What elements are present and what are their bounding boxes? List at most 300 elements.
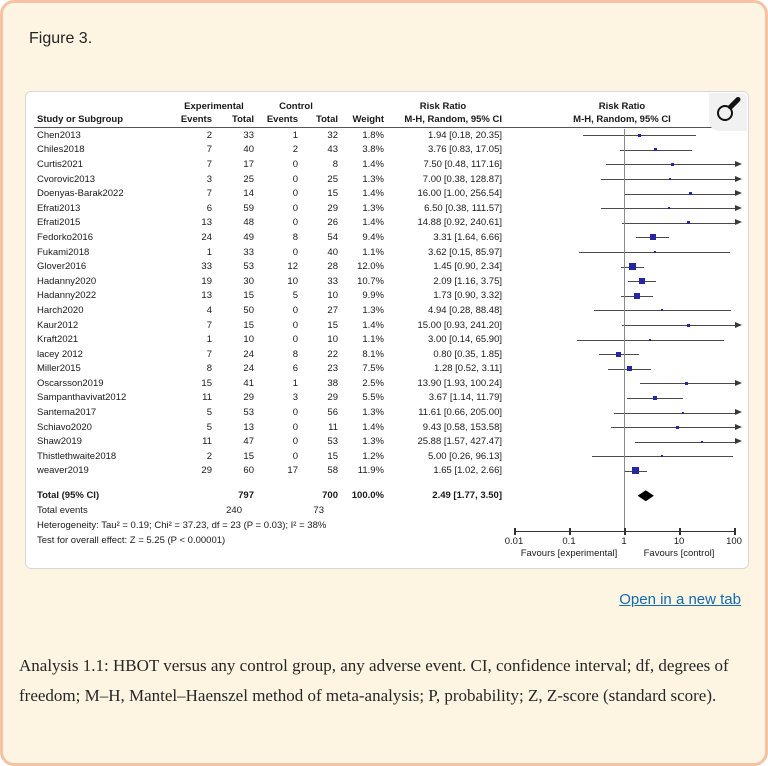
ctrl-total: 26 bbox=[327, 217, 338, 229]
rr-ci-text: 3.00 [0.14, 65.90] bbox=[428, 334, 502, 346]
exp-total: 30 bbox=[243, 275, 254, 287]
study-name: Kraft2021 bbox=[37, 334, 79, 346]
effect-square bbox=[661, 309, 663, 311]
ctrl-total: 32 bbox=[327, 129, 338, 141]
exp-total: 59 bbox=[243, 202, 254, 214]
exp-events: 33 bbox=[201, 261, 212, 273]
weight: 1.2% bbox=[362, 450, 384, 462]
study-name: Schiavo2020 bbox=[37, 421, 92, 433]
total-plot-cell bbox=[502, 488, 742, 503]
study-name: Shaw2019 bbox=[37, 436, 82, 448]
ci-plot-cell bbox=[502, 318, 742, 333]
forest-rows bbox=[34, 128, 742, 548]
ci-plot-cell bbox=[502, 376, 742, 391]
ctrl-events: 1 bbox=[292, 377, 298, 389]
x-axis-tick bbox=[624, 528, 626, 535]
ci-plot-cell bbox=[502, 362, 742, 377]
weight: 1.3% bbox=[362, 304, 384, 316]
effect-square bbox=[668, 207, 670, 209]
exp-total: 29 bbox=[243, 392, 254, 404]
exp-total: 17 bbox=[243, 158, 254, 170]
ctrl-events: 3 bbox=[292, 392, 298, 404]
rr-ci-text: 1.73 [0.90, 3.32] bbox=[433, 290, 502, 302]
ctrl-total: 27 bbox=[327, 304, 338, 316]
rr-ci-text: 3.31 [1.64, 6.66] bbox=[433, 231, 502, 243]
experimental-group-header: Experimental bbox=[184, 100, 244, 112]
x-axis-tick bbox=[569, 528, 571, 535]
effect-square bbox=[671, 163, 674, 166]
ctrl-total: 54 bbox=[327, 231, 338, 243]
open-new-tab-link[interactable]: Open in a new tab bbox=[619, 591, 741, 608]
exp-events: 5 bbox=[206, 407, 212, 419]
total-weight: 100.0% bbox=[351, 490, 384, 502]
ctrl-total: 23 bbox=[327, 363, 338, 375]
weight: 3.8% bbox=[362, 144, 384, 156]
weight: 11.9% bbox=[357, 465, 384, 477]
exp-events: 15 bbox=[201, 377, 212, 389]
study-name: weaver2019 bbox=[37, 465, 89, 477]
col-mh-ci: M-H, Random, 95% CI bbox=[404, 114, 502, 125]
effect-square bbox=[654, 251, 656, 253]
forest-row bbox=[34, 464, 742, 479]
ci-arrow-right bbox=[735, 190, 742, 196]
effect-square bbox=[627, 366, 632, 371]
weight: 5.5% bbox=[362, 392, 384, 404]
total-ctrl-total: 700 bbox=[322, 490, 338, 502]
exp-total: 41 bbox=[243, 377, 254, 389]
exp-total: 33 bbox=[243, 129, 254, 141]
forest-row bbox=[34, 332, 742, 347]
ctrl-events: 10 bbox=[287, 275, 298, 287]
forest-row bbox=[34, 362, 742, 377]
study-name: Hadanny2020 bbox=[37, 275, 97, 287]
x-axis-tick-label: 0.01 bbox=[504, 535, 524, 547]
rr-ci-text: 4.94 [0.28, 88.48] bbox=[428, 304, 502, 316]
weight: 1.1% bbox=[362, 334, 384, 346]
study-name: Kaur2012 bbox=[37, 319, 79, 331]
total-row bbox=[34, 488, 742, 503]
spacer-row bbox=[34, 478, 742, 488]
study-name: Efrati2013 bbox=[37, 202, 81, 214]
ci-plot-cell bbox=[502, 186, 742, 201]
forest-plot bbox=[34, 100, 742, 558]
magnifier-icon bbox=[713, 96, 743, 126]
rr-ci-text: 7.00 [0.38, 128.87] bbox=[422, 173, 502, 185]
exp-total: 15 bbox=[243, 450, 254, 462]
weight: 1.4% bbox=[362, 188, 384, 200]
weight: 10.7% bbox=[357, 275, 384, 287]
ci-plot-cell bbox=[502, 201, 742, 216]
weight: 1.3% bbox=[362, 173, 384, 185]
weight: 2.5% bbox=[362, 377, 384, 389]
forest-row bbox=[34, 172, 742, 187]
rr-ci-text: 13.90 [1.93, 100.24] bbox=[417, 377, 502, 389]
ci-plot-cell bbox=[502, 347, 742, 362]
rr-ci-text: 14.88 [0.92, 240.61] bbox=[417, 217, 502, 229]
weight: 7.5% bbox=[362, 363, 384, 375]
weight: 1.4% bbox=[362, 217, 384, 229]
heterogeneity-text: Heterogeneity: Tau² = 0.19; Chi² = 37.23, df = 23 (P = 0.03); I² = 38% bbox=[37, 520, 327, 532]
rr-ci-text: 2.09 [1.16, 3.75] bbox=[433, 275, 502, 287]
risk-ratio-plot-header: Risk Ratio bbox=[598, 100, 646, 112]
effect-square bbox=[632, 467, 639, 474]
ci-plot-cell bbox=[502, 245, 742, 260]
effect-square bbox=[685, 382, 688, 385]
weight: 1.3% bbox=[362, 436, 384, 448]
forest-header-columns bbox=[34, 112, 742, 128]
study-name: Miller2015 bbox=[37, 363, 81, 375]
ctrl-total: 22 bbox=[327, 348, 338, 360]
ci-arrow-right bbox=[735, 424, 742, 430]
col-exp-total: Total bbox=[232, 114, 254, 125]
ctrl-total: 56 bbox=[327, 407, 338, 419]
ctrl-events: 12 bbox=[287, 261, 298, 273]
rr-ci-text: 6.50 [0.38, 111.57] bbox=[424, 202, 502, 214]
ctrl-total: 11 bbox=[328, 421, 338, 433]
ci-arrow-right bbox=[735, 380, 742, 386]
ctrl-events: 17 bbox=[287, 465, 298, 477]
effect-square bbox=[687, 324, 690, 327]
forest-row bbox=[34, 274, 742, 289]
forest-row bbox=[34, 318, 742, 333]
exp-total: 48 bbox=[243, 217, 254, 229]
rr-ci-text: 9.43 [0.58, 153.58] bbox=[422, 421, 502, 433]
forest-row bbox=[34, 303, 742, 318]
ci-plot-cell bbox=[502, 259, 742, 274]
weight: 1.4% bbox=[362, 319, 384, 331]
exp-events: 29 bbox=[201, 465, 212, 477]
weight: 1.4% bbox=[362, 158, 384, 170]
weight: 12.0% bbox=[357, 261, 384, 273]
exp-events: 19 bbox=[201, 275, 212, 287]
effect-square bbox=[638, 134, 641, 137]
study-name: Glover2016 bbox=[37, 261, 87, 273]
ci-arrow-right bbox=[735, 219, 742, 225]
rr-ci-text: 3.76 [0.83, 17.05] bbox=[428, 144, 502, 156]
ci-arrow-right bbox=[735, 176, 742, 182]
effect-square bbox=[669, 178, 671, 180]
exp-total: 10 bbox=[243, 334, 254, 346]
ctrl-events: 0 bbox=[292, 436, 298, 448]
forest-row bbox=[34, 201, 742, 216]
exp-events: 1 bbox=[206, 246, 212, 258]
col-exp-events: Events bbox=[180, 114, 212, 125]
study-name: Harch2020 bbox=[37, 304, 84, 316]
ctrl-total: 15 bbox=[327, 188, 338, 200]
weight: 1.3% bbox=[362, 407, 384, 419]
forest-row bbox=[34, 420, 742, 435]
forest-row bbox=[34, 157, 742, 172]
ci-line bbox=[622, 223, 735, 224]
favours-experimental-label: Favours [experimental] bbox=[520, 547, 618, 559]
ctrl-events: 5 bbox=[292, 290, 298, 302]
total-rr-ci-text: 2.49 [1.77, 3.50] bbox=[432, 490, 502, 502]
link-row bbox=[619, 591, 741, 609]
exp-total: 15 bbox=[243, 319, 254, 331]
ci-plot-cell bbox=[502, 464, 742, 479]
forest-row bbox=[34, 391, 742, 406]
forest-row bbox=[34, 449, 742, 464]
ctrl-total: 10 bbox=[327, 290, 338, 302]
rr-ci-text: 15.00 [0.93, 241.20] bbox=[417, 319, 502, 331]
favours-control-label: Favours [control] bbox=[643, 547, 715, 559]
forest-row bbox=[34, 434, 742, 449]
rr-ci-text: 16.00 [1.00, 256.54] bbox=[417, 188, 502, 200]
ctrl-events: 0 bbox=[292, 450, 298, 462]
ctrl-events: 0 bbox=[292, 202, 298, 214]
effect-square bbox=[676, 426, 679, 429]
ctrl-total: 15 bbox=[327, 450, 338, 462]
ci-line bbox=[611, 427, 735, 428]
study-name: Fedorko2016 bbox=[37, 231, 93, 243]
exp-total: 40 bbox=[243, 144, 254, 156]
ctrl-events: 8 bbox=[292, 231, 298, 243]
ci-plot-cell bbox=[502, 274, 742, 289]
forest-row bbox=[34, 376, 742, 391]
study-name: Chen2013 bbox=[37, 129, 81, 141]
ctrl-events: 0 bbox=[292, 158, 298, 170]
col-mh-ci-plot: M-H, Random, 95% CI bbox=[573, 114, 671, 125]
weight: 8.1% bbox=[362, 348, 384, 360]
exp-total: 53 bbox=[243, 261, 254, 273]
exp-events: 8 bbox=[206, 363, 212, 375]
ci-arrow-right bbox=[735, 322, 742, 328]
ci-plot-cell bbox=[502, 289, 742, 304]
ci-arrow-right bbox=[735, 161, 742, 167]
ctrl-total: 33 bbox=[327, 275, 338, 287]
total-events-row bbox=[34, 503, 742, 518]
ci-line bbox=[622, 325, 735, 326]
figure-title: Figure 3. bbox=[29, 30, 93, 47]
exp-total: 60 bbox=[243, 465, 254, 477]
col-weight: Weight bbox=[352, 114, 384, 125]
exp-total: 53 bbox=[243, 407, 254, 419]
rr-ci-text: 1.45 [0.90, 2.34] bbox=[433, 261, 502, 273]
study-name: Chiles2018 bbox=[37, 144, 85, 156]
exp-events: 5 bbox=[206, 421, 212, 433]
ctrl-events: 0 bbox=[292, 217, 298, 229]
exp-total: 24 bbox=[243, 348, 254, 360]
ci-plot-cell bbox=[502, 128, 742, 143]
ci-plot-cell bbox=[502, 230, 742, 245]
effect-square bbox=[629, 263, 636, 270]
exp-total: 33 bbox=[243, 246, 254, 258]
weight: 1.1% bbox=[362, 246, 384, 258]
exp-events: 24 bbox=[201, 231, 212, 243]
study-name: Fukami2018 bbox=[37, 246, 90, 258]
ci-line bbox=[614, 413, 735, 414]
rr-ci-text: 1.28 [0.52, 3.11] bbox=[434, 363, 502, 375]
overall-effect-row bbox=[34, 533, 742, 548]
exp-total: 47 bbox=[243, 436, 254, 448]
control-group-header: Control bbox=[279, 100, 313, 112]
exp-events: 3 bbox=[206, 173, 212, 185]
x-axis-tick bbox=[679, 528, 681, 535]
effect-square bbox=[616, 352, 621, 357]
study-name: Cvorovic2013 bbox=[37, 173, 96, 185]
exp-events: 7 bbox=[206, 348, 212, 360]
ctrl-total: 43 bbox=[327, 144, 338, 156]
ci-arrow-right bbox=[735, 205, 742, 211]
effect-square bbox=[654, 148, 657, 151]
forest-row bbox=[34, 347, 742, 362]
effect-square bbox=[687, 221, 690, 224]
rr-ci-text: 7.50 [0.48, 117.16] bbox=[423, 158, 502, 170]
ci-plot-cell bbox=[502, 405, 742, 420]
rr-ci-text: 25.88 [1.57, 427.47] bbox=[417, 436, 502, 448]
forest-row bbox=[34, 216, 742, 231]
rr-ci-text: 1.94 [0.18, 20.35] bbox=[428, 129, 502, 141]
study-name: Doenyas-Barak2022 bbox=[37, 188, 124, 200]
ci-plot-cell bbox=[502, 449, 742, 464]
effect-square bbox=[634, 293, 640, 299]
ctrl-events: 0 bbox=[292, 319, 298, 331]
weight: 9.4% bbox=[362, 231, 384, 243]
weight: 9.9% bbox=[362, 290, 384, 302]
forest-row bbox=[34, 245, 742, 260]
ci-plot-cell bbox=[502, 303, 742, 318]
forest-row bbox=[34, 143, 742, 158]
effect-square bbox=[650, 234, 656, 240]
total-exp-total: 797 bbox=[238, 490, 254, 502]
total-events-ctrl: 73 bbox=[313, 505, 324, 517]
ctrl-events: 0 bbox=[292, 407, 298, 419]
exp-events: 11 bbox=[202, 392, 212, 404]
x-axis-tick-label: 1 bbox=[621, 535, 627, 547]
rr-ci-text: 1.65 [1.02, 2.66] bbox=[433, 465, 502, 477]
effect-square bbox=[649, 339, 651, 341]
x-axis-tick-label: 100 bbox=[726, 535, 742, 547]
study-name: Hadanny2022 bbox=[37, 290, 97, 302]
study-name: lacey 2012 bbox=[37, 348, 83, 360]
col-ctrl-events: Events bbox=[266, 114, 298, 125]
exp-events: 13 bbox=[201, 290, 212, 302]
col-study: Study or Subgroup bbox=[37, 114, 124, 125]
ctrl-total: 38 bbox=[327, 377, 338, 389]
ctrl-events: 0 bbox=[292, 334, 298, 346]
forest-row bbox=[34, 186, 742, 201]
exp-events: 7 bbox=[206, 158, 212, 170]
forest-row bbox=[34, 230, 742, 245]
x-axis-tick bbox=[734, 528, 736, 535]
exp-total: 50 bbox=[243, 304, 254, 316]
rr-ci-text: 5.00 [0.26, 96.13] bbox=[428, 450, 502, 462]
exp-total: 14 bbox=[243, 188, 254, 200]
exp-events: 1 bbox=[206, 334, 212, 346]
x-axis-tick-label: 10 bbox=[673, 535, 685, 547]
total-events-label: Total events bbox=[37, 505, 88, 517]
ci-plot-cell bbox=[502, 143, 742, 158]
ctrl-total: 58 bbox=[327, 465, 338, 477]
ctrl-total: 10 bbox=[327, 334, 338, 346]
forest-row bbox=[34, 259, 742, 274]
rr-ci-text: 11.61 [0.66, 205.00] bbox=[418, 407, 502, 419]
exp-total: 13 bbox=[243, 421, 254, 433]
ctrl-events: 6 bbox=[292, 363, 298, 375]
forest-row bbox=[34, 128, 742, 143]
rr-ci-text: 0.80 [0.35, 1.85] bbox=[433, 348, 502, 360]
col-ctrl-total: Total bbox=[316, 114, 338, 125]
effect-square bbox=[653, 396, 657, 400]
x-axis-tick-label: 0.1 bbox=[562, 535, 576, 547]
forest-row bbox=[34, 289, 742, 304]
effect-square bbox=[682, 412, 684, 414]
ctrl-total: 29 bbox=[327, 392, 338, 404]
ctrl-events: 0 bbox=[292, 173, 298, 185]
ctrl-events: 2 bbox=[292, 144, 298, 156]
exp-total: 24 bbox=[243, 363, 254, 375]
exp-total: 25 bbox=[243, 173, 254, 185]
weight: 1.3% bbox=[362, 202, 384, 214]
effect-square bbox=[661, 455, 663, 457]
ctrl-total: 25 bbox=[327, 173, 338, 185]
ctrl-total: 8 bbox=[332, 158, 338, 170]
x-axis-tick bbox=[514, 528, 516, 535]
exp-events: 6 bbox=[206, 202, 212, 214]
exp-events: 11 bbox=[202, 436, 212, 448]
weight: 1.8% bbox=[362, 129, 384, 141]
exp-events: 4 bbox=[206, 304, 212, 316]
figure-caption: Analysis 1.1: HBOT versus any control group, any adverse event. CI, confidence interval; df, degrees of freedom; M–H, Mantel–Haenszel method of meta-analysis; P, probability; Z, Z-score (standard score). bbox=[19, 656, 729, 705]
ci-arrow-right bbox=[735, 438, 742, 444]
effect-square bbox=[639, 278, 645, 284]
forest-row bbox=[34, 405, 742, 420]
ci-plot-cell bbox=[502, 157, 742, 172]
rr-ci-text: 3.67 [1.14, 11.79] bbox=[428, 392, 502, 404]
summary-diamond bbox=[638, 490, 654, 501]
forest-plot-panel bbox=[25, 91, 749, 569]
ctrl-events: 8 bbox=[292, 348, 298, 360]
forest-header-groups bbox=[34, 100, 742, 112]
null-line bbox=[624, 129, 625, 531]
ctrl-events: 0 bbox=[292, 246, 298, 258]
ctrl-total: 53 bbox=[327, 436, 338, 448]
risk-ratio-header: Risk Ratio bbox=[419, 100, 467, 112]
study-name: Efrati2015 bbox=[37, 217, 81, 229]
ctrl-events: 0 bbox=[292, 304, 298, 316]
exp-events: 2 bbox=[206, 129, 212, 141]
ci-plot-cell bbox=[502, 391, 742, 406]
ctrl-total: 28 bbox=[327, 261, 338, 273]
ci-plot-cell bbox=[502, 172, 742, 187]
effect-square bbox=[701, 441, 703, 443]
weight: 1.4% bbox=[362, 421, 384, 433]
ci-plot-cell bbox=[502, 434, 742, 449]
study-name: Santema2017 bbox=[37, 407, 97, 419]
study-name: Sampanthavivat2012 bbox=[37, 392, 127, 404]
ci-arrow-right bbox=[735, 409, 742, 415]
study-name: Curtis2021 bbox=[37, 158, 83, 170]
effect-square bbox=[689, 192, 692, 195]
ci-line bbox=[601, 179, 735, 180]
exp-events: 2 bbox=[206, 450, 212, 462]
ci-plot-cell bbox=[502, 332, 742, 347]
ci-line bbox=[624, 194, 735, 195]
ci-line bbox=[635, 442, 735, 443]
ctrl-total: 15 bbox=[327, 319, 338, 331]
total-events-exp: 240 bbox=[226, 505, 242, 517]
exp-events: 13 bbox=[201, 217, 212, 229]
ctrl-events: 0 bbox=[292, 421, 298, 433]
exp-total: 49 bbox=[243, 231, 254, 243]
ci-plot-cell bbox=[502, 420, 742, 435]
total-label: Total (95% CI) bbox=[37, 490, 100, 502]
magnifier-button[interactable] bbox=[709, 93, 747, 131]
ctrl-events: 1 bbox=[292, 129, 298, 141]
ctrl-events: 0 bbox=[292, 188, 298, 200]
study-name: Thistlethwaite2018 bbox=[37, 450, 117, 462]
exp-events: 7 bbox=[206, 319, 212, 331]
